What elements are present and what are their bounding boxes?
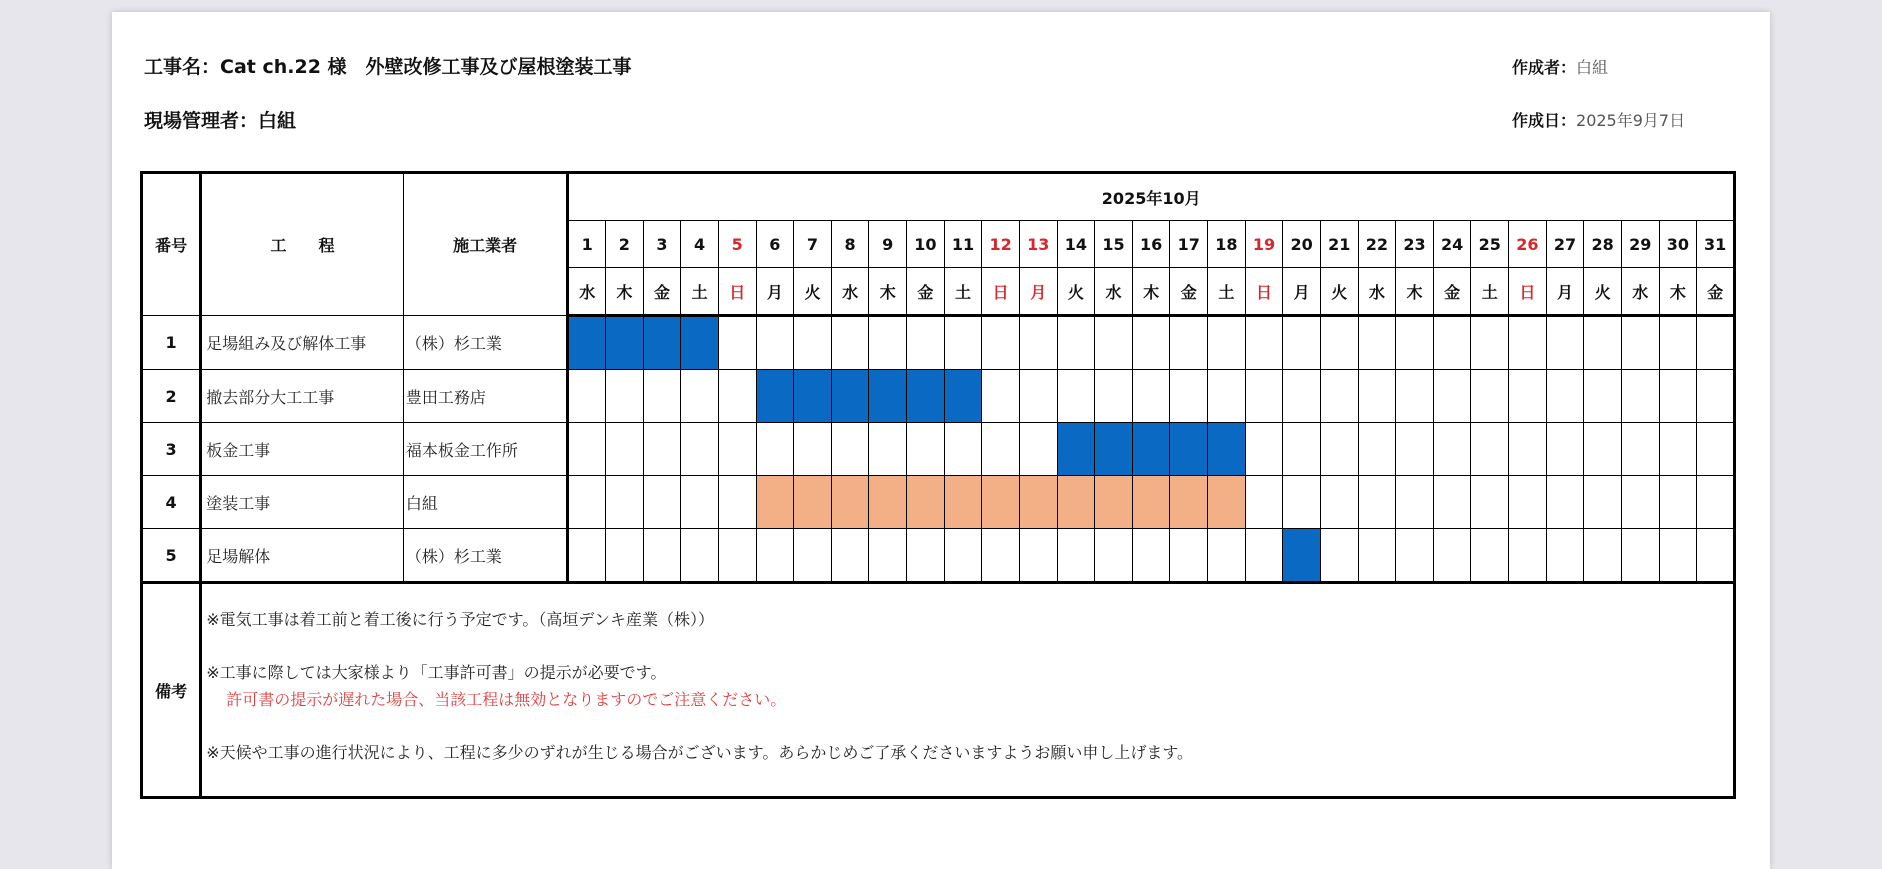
- schedule-bar-cell: [944, 370, 982, 423]
- task-name: 塗装工事: [201, 476, 404, 529]
- day-of-week: 金: [1433, 268, 1471, 316]
- day-of-week: 木: [1659, 268, 1697, 316]
- month-header: 2025年10月: [568, 173, 1735, 221]
- day-cell: [794, 423, 832, 476]
- day-cell: [643, 423, 681, 476]
- day-cell: [869, 423, 907, 476]
- day-cell: [1095, 316, 1133, 370]
- task-number: 4: [142, 476, 201, 529]
- day-cell: [1057, 370, 1095, 423]
- schedule-bar-cell: [568, 316, 606, 370]
- note-permit-warning: 許可書の提示が遅れた場合、当該工程は無効となりますのでご注意ください。: [226, 690, 787, 709]
- day-cell: [1621, 423, 1659, 476]
- day-cell: [1509, 476, 1547, 529]
- day-cell: [681, 370, 719, 423]
- day-cell: [1358, 316, 1396, 370]
- day-cell: [944, 316, 982, 370]
- day-cell: [1433, 370, 1471, 423]
- day-of-week: 月: [1283, 268, 1321, 316]
- day-number: 2: [606, 221, 644, 268]
- day-cell: [1584, 370, 1622, 423]
- day-cell: [869, 316, 907, 370]
- day-cell: [1584, 316, 1622, 370]
- schedule-bar-cell: [643, 316, 681, 370]
- day-cell: [1245, 529, 1283, 583]
- schedule-bar-cell: [831, 476, 869, 529]
- day-cell: [1396, 370, 1434, 423]
- day-cell: [982, 370, 1020, 423]
- day-cell: [756, 529, 794, 583]
- day-of-week: 水: [1621, 268, 1659, 316]
- day-cell: [944, 529, 982, 583]
- day-cell: [606, 476, 644, 529]
- day-cell: [718, 529, 756, 583]
- schedule-bar-cell: [1170, 423, 1208, 476]
- day-number: 13: [1019, 221, 1057, 268]
- day-cell: [1283, 476, 1321, 529]
- day-cell: [756, 316, 794, 370]
- day-cell: [568, 476, 606, 529]
- day-cell: [1433, 476, 1471, 529]
- day-cell: [1659, 370, 1697, 423]
- day-cell: [907, 423, 945, 476]
- col-header-vendor: 施工業者: [403, 173, 568, 316]
- task-row: [142, 423, 1735, 476]
- schedule-bar-cell: [1132, 476, 1170, 529]
- day-of-week: 火: [1320, 268, 1358, 316]
- day-cell: [1132, 370, 1170, 423]
- day-cell: [1170, 316, 1208, 370]
- day-of-week: 木: [606, 268, 644, 316]
- day-cell: [606, 423, 644, 476]
- day-of-week: 火: [1057, 268, 1095, 316]
- day-number: 28: [1584, 221, 1622, 268]
- day-cell: [1396, 529, 1434, 583]
- task-number: 2: [142, 370, 201, 423]
- day-of-week: 月: [756, 268, 794, 316]
- day-cell: [1057, 529, 1095, 583]
- date-key: 作成日：: [1512, 111, 1577, 130]
- day-cell: [1697, 316, 1735, 370]
- day-cell: [1471, 529, 1509, 583]
- day-number: 19: [1245, 221, 1283, 268]
- schedule-bar-cell: [756, 476, 794, 529]
- day-cell: [1132, 316, 1170, 370]
- day-cell: [982, 316, 1020, 370]
- day-cell: [718, 423, 756, 476]
- day-cell: [1208, 529, 1246, 583]
- schedule-bar-cell: [1283, 529, 1321, 583]
- day-cell: [643, 476, 681, 529]
- day-cell: [643, 529, 681, 583]
- notes-row: [142, 583, 1735, 798]
- schedule-bar-cell: [606, 316, 644, 370]
- notes-content: [201, 583, 1735, 798]
- day-cell: [1546, 476, 1584, 529]
- day-number: 31: [1697, 221, 1735, 268]
- day-cell: [1433, 423, 1471, 476]
- task-vendor: 白組: [403, 476, 568, 529]
- month-row: [142, 173, 1735, 221]
- day-cell: [1697, 370, 1735, 423]
- day-of-week: 土: [1471, 268, 1509, 316]
- day-cell: [1095, 529, 1133, 583]
- site-manager: 現場管理者：白組: [144, 110, 297, 132]
- day-cell: [1584, 476, 1622, 529]
- day-cell: [869, 529, 907, 583]
- author-info: [1512, 55, 1608, 78]
- day-cell: [907, 529, 945, 583]
- day-number: 30: [1659, 221, 1697, 268]
- day-cell: [831, 423, 869, 476]
- day-of-week: 月: [1019, 268, 1057, 316]
- day-cell: [568, 529, 606, 583]
- col-header-task: 工 程: [201, 173, 404, 316]
- day-number: 9: [869, 221, 907, 268]
- author-key: 作成者：: [1512, 58, 1577, 77]
- day-cell: [1471, 316, 1509, 370]
- day-cell: [1433, 529, 1471, 583]
- schedule-table: [140, 171, 1736, 799]
- schedule-bar-cell: [794, 370, 832, 423]
- task-number: 3: [142, 423, 201, 476]
- day-cell: [1283, 423, 1321, 476]
- note-electrical: ※電気工事は着工前と着工後に行う予定です。（高垣デンキ産業（株））: [206, 610, 714, 629]
- task-row: [142, 370, 1735, 423]
- day-cell: [982, 529, 1020, 583]
- day-of-week: 水: [1358, 268, 1396, 316]
- day-cell: [1659, 423, 1697, 476]
- day-number: 24: [1433, 221, 1471, 268]
- schedule-bar-cell: [944, 476, 982, 529]
- day-number: 29: [1621, 221, 1659, 268]
- task-vendor: （株）杉工業: [403, 529, 568, 583]
- day-cell: [1019, 529, 1057, 583]
- day-cell: [1170, 370, 1208, 423]
- schedule-bar-cell: [1132, 423, 1170, 476]
- day-cell: [1019, 316, 1057, 370]
- day-cell: [1659, 476, 1697, 529]
- day-of-week: 金: [907, 268, 945, 316]
- day-number: 4: [681, 221, 719, 268]
- day-number: 14: [1057, 221, 1095, 268]
- schedule-bar-cell: [681, 316, 719, 370]
- task-name: 足場組み及び解体工事: [201, 316, 404, 370]
- day-cell: [794, 529, 832, 583]
- day-of-week: 木: [1396, 268, 1434, 316]
- day-of-week: 金: [643, 268, 681, 316]
- day-of-week: 火: [1584, 268, 1622, 316]
- day-cell: [1509, 529, 1547, 583]
- day-number: 25: [1471, 221, 1509, 268]
- day-cell: [1546, 529, 1584, 583]
- day-cell: [1245, 316, 1283, 370]
- schedule-bar-cell: [907, 476, 945, 529]
- day-number: 1: [568, 221, 606, 268]
- day-of-week: 日: [982, 268, 1020, 316]
- schedule-bar-cell: [1095, 476, 1133, 529]
- day-cell: [1396, 476, 1434, 529]
- day-cell: [907, 316, 945, 370]
- day-cell: [1433, 316, 1471, 370]
- schedule-bar-cell: [794, 476, 832, 529]
- day-of-week: 日: [718, 268, 756, 316]
- schedule-bar-cell: [1208, 423, 1246, 476]
- day-cell: [944, 423, 982, 476]
- day-number: 23: [1396, 221, 1434, 268]
- col-header-no: 番号: [142, 173, 201, 316]
- day-cell: [831, 316, 869, 370]
- day-number: 6: [756, 221, 794, 268]
- day-cell: [1095, 370, 1133, 423]
- day-of-week: 火: [794, 268, 832, 316]
- task-vendor: 福本板金工作所: [403, 423, 568, 476]
- day-cell: [1396, 423, 1434, 476]
- day-cell: [1019, 423, 1057, 476]
- day-number: 10: [907, 221, 945, 268]
- day-number: 12: [982, 221, 1020, 268]
- day-cell: [1245, 370, 1283, 423]
- task-row: [142, 529, 1735, 583]
- day-cell: [1546, 316, 1584, 370]
- schedule-bar-cell: [1057, 476, 1095, 529]
- day-number: 3: [643, 221, 681, 268]
- schedule-bar-cell: [1019, 476, 1057, 529]
- day-cell: [1170, 529, 1208, 583]
- day-cell: [1697, 423, 1735, 476]
- day-cell: [681, 423, 719, 476]
- day-number: 16: [1132, 221, 1170, 268]
- day-cell: [681, 529, 719, 583]
- day-number: 27: [1546, 221, 1584, 268]
- schedule-bar-cell: [1057, 423, 1095, 476]
- day-cell: [1471, 423, 1509, 476]
- day-cell: [1396, 316, 1434, 370]
- day-cell: [1621, 370, 1659, 423]
- schedule-bar-cell: [869, 476, 907, 529]
- task-name: 足場解体: [201, 529, 404, 583]
- day-cell: [1546, 370, 1584, 423]
- day-of-week: 土: [681, 268, 719, 316]
- day-cell: [1621, 476, 1659, 529]
- schedule-bar-cell: [907, 370, 945, 423]
- schedule-bar-cell: [982, 476, 1020, 529]
- day-of-week: 金: [1697, 268, 1735, 316]
- day-cell: [681, 476, 719, 529]
- day-cell: [1546, 423, 1584, 476]
- day-cell: [1245, 476, 1283, 529]
- day-number: 11: [944, 221, 982, 268]
- schedule-bar-cell: [869, 370, 907, 423]
- task-row: [142, 316, 1735, 370]
- day-cell: [1320, 423, 1358, 476]
- day-cell: [1132, 529, 1170, 583]
- day-cell: [1057, 316, 1095, 370]
- created-date-info: [1512, 108, 1685, 131]
- day-cell: [1320, 316, 1358, 370]
- note-permit: ※工事に際しては大家様より「工事許可書」の提示が必要です。: [206, 663, 667, 682]
- day-cell: [1320, 529, 1358, 583]
- day-of-week: 土: [1208, 268, 1246, 316]
- day-cell: [1358, 529, 1396, 583]
- day-number: 26: [1509, 221, 1547, 268]
- schedule-bar-cell: [1095, 423, 1133, 476]
- day-number: 17: [1170, 221, 1208, 268]
- day-cell: [1621, 316, 1659, 370]
- day-cell: [1509, 370, 1547, 423]
- day-cell: [718, 476, 756, 529]
- day-cell: [1358, 370, 1396, 423]
- day-cell: [1283, 316, 1321, 370]
- author-value: 白組: [1576, 58, 1609, 77]
- task-name: 板金工事: [201, 423, 404, 476]
- schedule-bar-cell: [1208, 476, 1246, 529]
- day-of-week: 月: [1546, 268, 1584, 316]
- day-cell: [1697, 476, 1735, 529]
- task-vendor: 豊田工務店: [403, 370, 568, 423]
- day-of-week: 土: [944, 268, 982, 316]
- day-of-week: 水: [1095, 268, 1133, 316]
- day-of-week: 日: [1509, 268, 1547, 316]
- day-of-week: 水: [568, 268, 606, 316]
- day-cell: [1208, 370, 1246, 423]
- day-cell: [1621, 529, 1659, 583]
- day-cell: [1358, 423, 1396, 476]
- task-vendor: （株）杉工業: [403, 316, 568, 370]
- day-cell: [1019, 370, 1057, 423]
- task-number: 1: [142, 316, 201, 370]
- day-cell: [643, 370, 681, 423]
- day-cell: [568, 370, 606, 423]
- day-cell: [718, 370, 756, 423]
- day-cell: [1471, 476, 1509, 529]
- day-number: 5: [718, 221, 756, 268]
- schedule-bar-cell: [831, 370, 869, 423]
- day-cell: [718, 316, 756, 370]
- day-cell: [1509, 423, 1547, 476]
- date-value: 2025年9月7日: [1576, 111, 1686, 130]
- task-row: [142, 476, 1735, 529]
- day-cell: [1208, 316, 1246, 370]
- day-cell: [606, 529, 644, 583]
- day-cell: [1584, 423, 1622, 476]
- day-number: 18: [1208, 221, 1246, 268]
- schedule-bar-cell: [1170, 476, 1208, 529]
- task-number: 5: [142, 529, 201, 583]
- day-cell: [1283, 370, 1321, 423]
- day-cell: [1659, 529, 1697, 583]
- day-cell: [982, 423, 1020, 476]
- day-cell: [1320, 370, 1358, 423]
- day-of-week: 木: [869, 268, 907, 316]
- day-number: 20: [1283, 221, 1321, 268]
- document-sheet: [112, 12, 1770, 869]
- day-cell: [1509, 316, 1547, 370]
- day-cell: [606, 370, 644, 423]
- day-cell: [831, 529, 869, 583]
- day-cell: [1245, 423, 1283, 476]
- day-number: 8: [831, 221, 869, 268]
- project-title: 工事名：Cat ch.22 様 外壁改修工事及び屋根塗装工事: [144, 56, 632, 78]
- schedule-bar-cell: [756, 370, 794, 423]
- day-cell: [756, 423, 794, 476]
- day-cell: [794, 316, 832, 370]
- day-of-week: 水: [831, 268, 869, 316]
- day-of-week: 日: [1245, 268, 1283, 316]
- day-of-week: 木: [1132, 268, 1170, 316]
- day-number: 7: [794, 221, 832, 268]
- day-cell: [1659, 316, 1697, 370]
- day-number: 22: [1358, 221, 1396, 268]
- day-cell: [568, 423, 606, 476]
- day-number: 15: [1095, 221, 1133, 268]
- task-name: 撤去部分大工工事: [201, 370, 404, 423]
- day-cell: [1320, 476, 1358, 529]
- day-cell: [1697, 529, 1735, 583]
- day-cell: [1584, 529, 1622, 583]
- notes-label: 備考: [142, 583, 201, 798]
- day-cell: [1471, 370, 1509, 423]
- day-number: 21: [1320, 221, 1358, 268]
- day-cell: [1358, 476, 1396, 529]
- note-weather: ※天候や工事の進行状況により、工程に多少のずれが生じる場合がございます。あらかじめご了承くださいますようお願い申し上げます。: [206, 743, 1194, 762]
- day-of-week: 金: [1170, 268, 1208, 316]
